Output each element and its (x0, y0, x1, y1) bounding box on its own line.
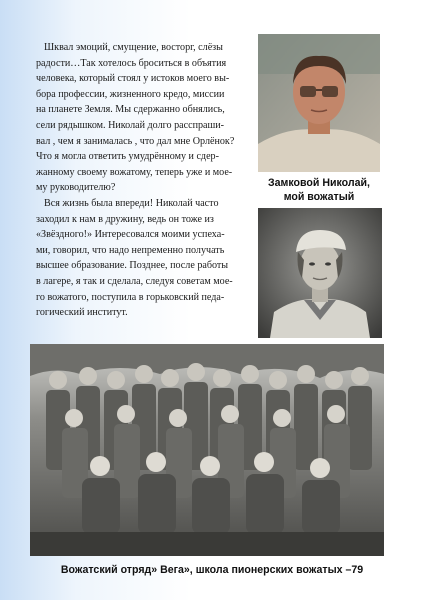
portrait-caption: Замковой Николай, мой вожатый (268, 177, 370, 203)
portrait-photo-nikolai (258, 34, 380, 172)
article-text (36, 40, 248, 321)
article-paragraph-1: Шквал эмоций, смущение, восторг, слёзы радости…Так хотелось броситься в объятия человека, который стоял у истоков моего вы- бора профессии, жизненного кредо, миссии на планете Земля. Мы сдержанно обнялись, сели рядышком. Николай долго расспраши- вал , чем я занималась , что дал мне Орлёнок? Что я могла ответить умудрённому и сдер- жанному своему вожатому, теперь уже и мое- му руководителю? (36, 42, 235, 194)
group-photo-caption: Вожатский отряд» Вега», школа пионерских вожатых –79 (60, 564, 364, 576)
group-photo-vega-squad (30, 344, 384, 556)
portrait-photo-author (258, 208, 382, 338)
article-paragraph-2: Вся жизнь была впереди! Николай часто заходил к нам в дружину, ведь он тоже из «Звёздного!» Интересовался моими успеха- ми, говорил, что надо непременно получать высшее образование. Позднее, после работы в лагере, я так и сделала, следуя советам мое- го вожатого, поступила в горьковский педа- гогический институт. (36, 197, 233, 319)
